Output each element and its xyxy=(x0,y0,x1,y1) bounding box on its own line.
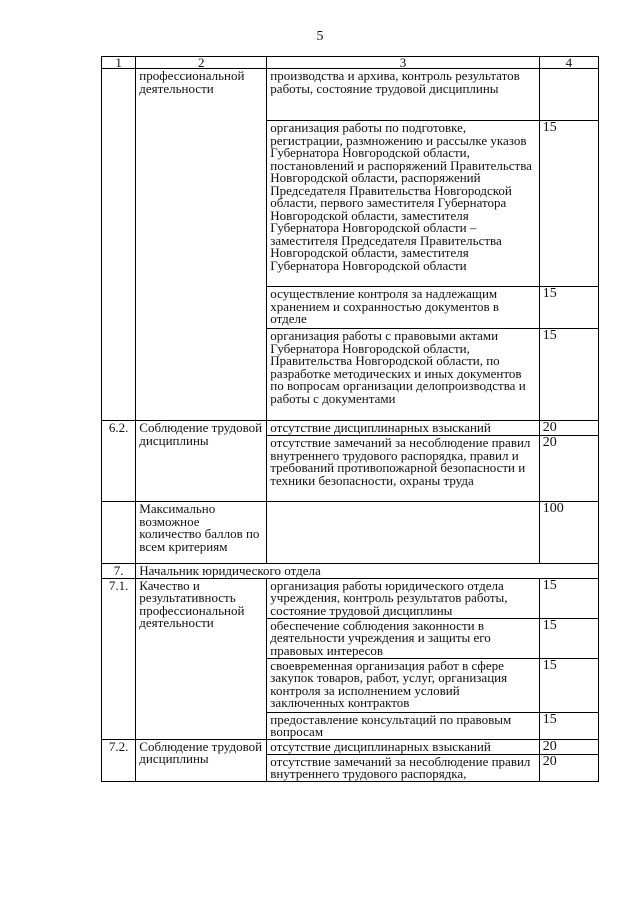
column-number-3: 3 xyxy=(267,57,539,69)
column-number-2: 2 xyxy=(136,57,267,69)
table-row xyxy=(102,69,599,121)
indicator-text: предоставление консультаций по правовым вопросам xyxy=(270,712,512,739)
score-cell: 15 xyxy=(539,618,598,658)
score-cell: 20 xyxy=(539,754,598,781)
indicator-cell xyxy=(267,121,539,287)
indicator-text: отсутствие дисциплинарных взысканий xyxy=(270,420,491,435)
section-title: Начальник юридического отдела xyxy=(136,564,599,579)
indicator-text: организация работы по подготовке, регистрации, размножению и рассылке указов Губернатора Новгородской области, постановлений и распоряжений Правительства Новгородской области, распоряжений Председателя Правительства Новгородской области, первого заместителя Губернатора Новгородской области, заместителя Губернатора Новгородской области – заместителя Председателя Правительства Новгородской области, заместителя Губернатора Новгородской области xyxy=(270,120,532,273)
criterion-cell xyxy=(136,421,267,502)
score-cell: 15 xyxy=(539,121,598,287)
score-cell: 20 xyxy=(539,421,598,436)
indicator-cell xyxy=(267,578,539,618)
page-number: 5 xyxy=(316,29,324,44)
indicator-cell xyxy=(267,502,539,564)
criterion-text: Соблюдение трудовой дисциплины xyxy=(139,739,263,766)
max-total-score: 100 xyxy=(539,502,598,564)
table-row xyxy=(102,578,599,618)
score-cell: 20 xyxy=(539,739,598,754)
table-row xyxy=(102,739,599,754)
indicator-text: своевременная организация работ в сфере закупок товаров, работ, услуг, организация контроля за исполнением условий заключенных контрактов xyxy=(270,658,508,710)
criterion-text: Качество и результативность профессиональной деятельности xyxy=(139,578,245,630)
criterion-text: профессиональной деятельности xyxy=(139,68,245,96)
criterion-text: Соблюдение трудовой дисциплины xyxy=(139,420,263,448)
indicator-cell xyxy=(267,618,539,658)
score-cell: 20 xyxy=(539,436,598,502)
table-row xyxy=(102,421,599,436)
indicator-text: отсутствие замечаний за несоблюдение правил внутреннего трудового распорядка, xyxy=(270,754,531,781)
criterion-cell xyxy=(136,69,267,421)
indicator-cell xyxy=(267,754,539,781)
indicator-cell xyxy=(267,436,539,502)
item-number-cell xyxy=(102,69,136,421)
criterion-cell xyxy=(136,578,267,739)
table-header-row xyxy=(102,57,599,69)
indicator-cell xyxy=(267,69,539,121)
criteria-table xyxy=(101,56,599,782)
indicator-cell xyxy=(267,287,539,329)
indicator-cell xyxy=(267,421,539,436)
item-number-cell xyxy=(102,502,136,564)
column-number-4: 4 xyxy=(539,57,598,69)
item-number-cell: 6.2. xyxy=(102,421,136,502)
indicator-text: осуществление контроля за надлежащим хранением и сохранностью документов в отделе xyxy=(270,286,500,326)
score-cell: 15 xyxy=(539,712,598,739)
indicator-text: производства и архива, контроль результатов работы, состояние трудовой дисциплины xyxy=(270,68,520,96)
max-total-label: Максимально возможное количество баллов по всем критериям xyxy=(139,501,260,554)
criterion-cell xyxy=(136,739,267,781)
table-row xyxy=(102,502,599,564)
column-number-1: 1 xyxy=(102,57,136,69)
item-number-cell: 7.1. xyxy=(102,578,136,739)
score-cell xyxy=(539,69,598,121)
section-number: 7. xyxy=(102,564,136,579)
indicator-cell xyxy=(267,739,539,754)
indicator-text: обеспечение соблюдения законности в деятельности учреждения и защиты его правовых интересов xyxy=(270,618,491,658)
score-cell: 15 xyxy=(539,287,598,329)
indicator-cell xyxy=(267,329,539,421)
indicator-cell xyxy=(267,658,539,712)
indicator-cell xyxy=(267,712,539,739)
indicator-text: организация работы с правовыми актами Губернатора Новгородской области, Правительства Новгородской области, по разработке методических и иных документов по вопросам организации делопроизводства и работы с документами xyxy=(270,328,526,406)
score-cell: 15 xyxy=(539,578,598,618)
indicator-text: отсутствие дисциплинарных взысканий xyxy=(270,739,491,754)
indicator-text: организация работы юридического отдела учреждения, контроль результатов работы, состояние трудовой дисциплины xyxy=(270,578,508,618)
score-cell: 15 xyxy=(539,329,598,421)
score-cell: 15 xyxy=(539,658,598,712)
item-number-cell: 7.2. xyxy=(102,739,136,781)
indicator-text: отсутствие замечаний за несоблюдение правил внутреннего трудового распорядка, правил и требований противопожарной безопасности и техники безопасности, охраны труда xyxy=(270,435,531,488)
section-row xyxy=(102,564,599,579)
criterion-cell xyxy=(136,502,267,564)
